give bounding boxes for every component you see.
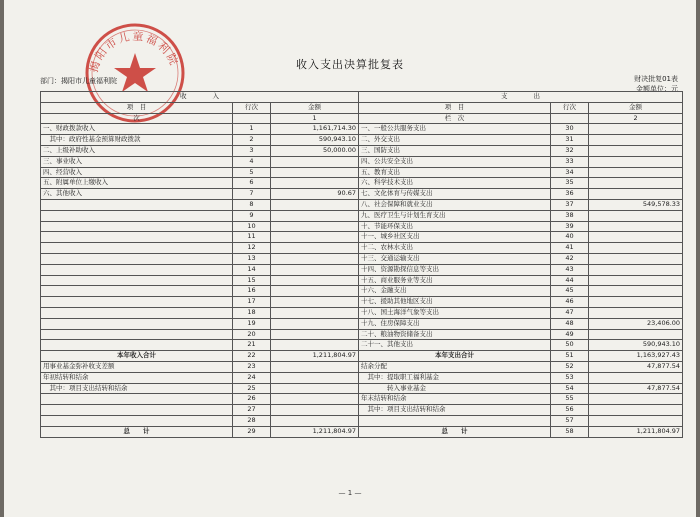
table-row bbox=[41, 189, 683, 200]
income-lineno-cell: 27 bbox=[233, 405, 271, 416]
outlay-item-cell: 十三、交通运输支出 bbox=[359, 253, 551, 264]
budget-table bbox=[40, 91, 683, 438]
income-item-cell bbox=[41, 210, 233, 221]
table-row bbox=[41, 156, 683, 167]
income-item-cell bbox=[41, 232, 233, 243]
outlay-amount-cell bbox=[589, 253, 683, 264]
income-lineno-cell: 3 bbox=[233, 145, 271, 156]
outlay-amount-cell bbox=[589, 307, 683, 318]
income-lineno-cell: 18 bbox=[233, 307, 271, 318]
outlay-lineno-cell: 43 bbox=[551, 264, 589, 275]
outlay-lineno-cell: 48 bbox=[551, 318, 589, 329]
page-title: 收入支出决算批复表 bbox=[296, 58, 404, 71]
income-amount-cell bbox=[271, 264, 359, 275]
income-item-cell bbox=[41, 243, 233, 254]
table-row bbox=[41, 167, 683, 178]
outlay-col-number: 2 bbox=[589, 113, 683, 124]
outlay-lineno-cell: 31 bbox=[551, 135, 589, 146]
income-lineno-cell: 22 bbox=[233, 351, 271, 362]
income-lineno-cell: 6 bbox=[233, 178, 271, 189]
income-amount-cell bbox=[271, 243, 359, 254]
income-lineno-cell: 20 bbox=[233, 329, 271, 340]
outlay-item-cell: 总 计 bbox=[359, 426, 551, 437]
outlay-item-cell: 四、公共安全支出 bbox=[359, 156, 551, 167]
outlay-amount-cell bbox=[589, 286, 683, 297]
outlay-amount-cell bbox=[589, 145, 683, 156]
outlay-item-cell: 十、节能环保支出 bbox=[359, 221, 551, 232]
outlay-item-cell: 七、文化体育与传媒支出 bbox=[359, 189, 551, 200]
income-lineno-cell: 11 bbox=[233, 232, 271, 243]
table-row bbox=[41, 275, 683, 286]
table-row bbox=[41, 426, 683, 437]
income-lineno-cell: 29 bbox=[233, 426, 271, 437]
income-amount-cell bbox=[271, 405, 359, 416]
income-item-cell: 五、附属单位上缴收入 bbox=[41, 178, 233, 189]
income-amount-cell bbox=[271, 329, 359, 340]
outlay-lineno-cell: 30 bbox=[551, 124, 589, 135]
income-amount-cell bbox=[271, 275, 359, 286]
table-row bbox=[41, 145, 683, 156]
outlay-lineno-cell: 50 bbox=[551, 340, 589, 351]
table-row bbox=[41, 405, 683, 416]
outlay-amount-cell bbox=[589, 372, 683, 383]
table-row bbox=[41, 297, 683, 308]
income-lineno-cell: 28 bbox=[233, 415, 271, 426]
outlay-item-cell: 九、医疗卫生与计划生育支出 bbox=[359, 210, 551, 221]
outlay-lineno-cell: 40 bbox=[551, 232, 589, 243]
income-item-cell: 一、财政拨款收入 bbox=[41, 124, 233, 135]
outlay-amount-cell: 1,211,804.97 bbox=[589, 426, 683, 437]
outlay-lineno-cell: 32 bbox=[551, 145, 589, 156]
income-amount-cell bbox=[271, 340, 359, 351]
outlay-lineno-cell: 46 bbox=[551, 297, 589, 308]
outlay-amount-cell bbox=[589, 394, 683, 405]
income-item-cell bbox=[41, 415, 233, 426]
outlay-amount-cell: 47,877.54 bbox=[589, 383, 683, 394]
outlay-item-cell: 一、一般公共服务支出 bbox=[359, 124, 551, 135]
income-item-cell bbox=[41, 405, 233, 416]
table-row bbox=[41, 383, 683, 394]
outlay-lineno-cell: 52 bbox=[551, 361, 589, 372]
income-lineno-cell: 16 bbox=[233, 286, 271, 297]
income-amount-cell bbox=[271, 178, 359, 189]
income-amount-cell bbox=[271, 210, 359, 221]
income-item-cell: 其中：项目支出结转和结余 bbox=[41, 383, 233, 394]
outlay-item-cell: 其中：提取职工福利基金 bbox=[359, 372, 551, 383]
table-row bbox=[41, 394, 683, 405]
table-row bbox=[41, 232, 683, 243]
income-item-cell bbox=[41, 199, 233, 210]
income-item-cell bbox=[41, 253, 233, 264]
income-lineno-cell: 5 bbox=[233, 167, 271, 178]
outlay-lineno-cell: 36 bbox=[551, 189, 589, 200]
income-item-cell bbox=[41, 286, 233, 297]
income-amount-cell: 50,000.00 bbox=[271, 145, 359, 156]
income-amount-cell: 1,161,714.30 bbox=[271, 124, 359, 135]
outlay-amount-cell: 23,406.00 bbox=[589, 318, 683, 329]
income-lineno-cell: 13 bbox=[233, 253, 271, 264]
income-item-cell bbox=[41, 221, 233, 232]
outlay-lineno-cell: 42 bbox=[551, 253, 589, 264]
outlay-lineno-cell: 53 bbox=[551, 372, 589, 383]
income-item-cell bbox=[41, 318, 233, 329]
outlay-amount-cell bbox=[589, 189, 683, 200]
outlay-item-cell: 年末结转和结余 bbox=[359, 394, 551, 405]
table-row bbox=[41, 178, 683, 189]
income-item-cell: 用事业基金弥补收支差额 bbox=[41, 361, 233, 372]
income-item-cell: 三、事业收入 bbox=[41, 156, 233, 167]
form-code: 财决批复01表 bbox=[634, 75, 678, 83]
income-amount-cell bbox=[271, 318, 359, 329]
outlay-lineno-cell: 45 bbox=[551, 286, 589, 297]
outlay-lineno-cell: 55 bbox=[551, 394, 589, 405]
outlay-amount-cell bbox=[589, 297, 683, 308]
outlay-lineno-cell: 54 bbox=[551, 383, 589, 394]
outlay-lineno-cell: 58 bbox=[551, 426, 589, 437]
table-row bbox=[41, 221, 683, 232]
outlay-amount-cell bbox=[589, 124, 683, 135]
income-lineno-cell: 2 bbox=[233, 135, 271, 146]
outlay-item-cell bbox=[359, 415, 551, 426]
outlay-amount-cell bbox=[589, 405, 683, 416]
outlay-amount-cell bbox=[589, 178, 683, 189]
income-item-cell bbox=[41, 340, 233, 351]
income-amount-cell bbox=[271, 383, 359, 394]
table-body bbox=[41, 124, 683, 437]
outlay-amount-cell: 1,163,927.43 bbox=[589, 351, 683, 362]
income-amount-cell bbox=[271, 372, 359, 383]
outlay-item-cell: 五、教育支出 bbox=[359, 167, 551, 178]
outlay-lineno-cell: 35 bbox=[551, 178, 589, 189]
outlay-lineno-cell: 56 bbox=[551, 405, 589, 416]
income-amount-cell bbox=[271, 286, 359, 297]
table-row bbox=[41, 253, 683, 264]
outlay-item-cell: 十八、国土海洋气象等支出 bbox=[359, 307, 551, 318]
outlay-item-cell: 二十一、其他支出 bbox=[359, 340, 551, 351]
income-amount-cell bbox=[271, 156, 359, 167]
table-row bbox=[41, 361, 683, 372]
table-row bbox=[41, 210, 683, 221]
outlay-item-cell: 十九、住房保障支出 bbox=[359, 318, 551, 329]
outlay-lineno-cell: 37 bbox=[551, 199, 589, 210]
income-item-cell: 六、其他收入 bbox=[41, 189, 233, 200]
income-amount-header: 金额 bbox=[271, 102, 359, 113]
outlay-lineno-cell: 44 bbox=[551, 275, 589, 286]
income-amount-cell bbox=[271, 415, 359, 426]
income-lineno-cell: 26 bbox=[233, 394, 271, 405]
income-item-cell bbox=[41, 394, 233, 405]
income-lineno-cell: 17 bbox=[233, 297, 271, 308]
income-amount-cell: 90.67 bbox=[271, 189, 359, 200]
outlay-lineno-cell: 33 bbox=[551, 156, 589, 167]
outlay-lineno-cell: 51 bbox=[551, 351, 589, 362]
income-item-cell bbox=[41, 307, 233, 318]
outlay-amount-cell bbox=[589, 167, 683, 178]
outlay-item-cell: 十四、资源勘探信息等支出 bbox=[359, 264, 551, 275]
income-item-cell bbox=[41, 329, 233, 340]
income-amount-cell bbox=[271, 232, 359, 243]
outlay-item-cell: 十七、援助其他地区支出 bbox=[359, 297, 551, 308]
income-lineno-cell: 21 bbox=[233, 340, 271, 351]
outlay-item-cell: 结余分配 bbox=[359, 361, 551, 372]
seal-text: 揭阳市儿童福利院 bbox=[87, 29, 182, 75]
income-amount-cell bbox=[271, 221, 359, 232]
outlay-item-cell: 十六、金融支出 bbox=[359, 286, 551, 297]
income-lineno-header: 行次 bbox=[233, 102, 271, 113]
outlay-item-cell: 二十、粮油物资储备支出 bbox=[359, 329, 551, 340]
income-amount-cell bbox=[271, 307, 359, 318]
outlay-amount-header: 金额 bbox=[589, 102, 683, 113]
outlay-lineno-cell: 57 bbox=[551, 415, 589, 426]
table-row bbox=[41, 307, 683, 318]
outlay-lineno-cell: 47 bbox=[551, 307, 589, 318]
department-label: 部门：揭阳市儿童福利院 bbox=[40, 77, 117, 85]
income-item-header: 项 目 bbox=[41, 102, 233, 113]
income-amount-cell bbox=[271, 394, 359, 405]
outlay-amount-cell bbox=[589, 156, 683, 167]
outlay-item-cell: 十五、商业服务业等支出 bbox=[359, 275, 551, 286]
outlay-amount-cell bbox=[589, 221, 683, 232]
outlay-item-cell: 本年支出合计 bbox=[359, 351, 551, 362]
outlay-lineno-cell: 38 bbox=[551, 210, 589, 221]
income-item-cell: 四、经营收入 bbox=[41, 167, 233, 178]
outlay-amount-cell: 590,943.10 bbox=[589, 340, 683, 351]
income-col-number: 1 bbox=[271, 113, 359, 124]
income-amount-cell: 1,211,804.97 bbox=[271, 351, 359, 362]
outlay-lineno-cell: 39 bbox=[551, 221, 589, 232]
income-lineno-cell: 7 bbox=[233, 189, 271, 200]
income-item-cell: 二、上级补助收入 bbox=[41, 145, 233, 156]
income-lineno-cell: 10 bbox=[233, 221, 271, 232]
income-item-cell: 年初结转和结余 bbox=[41, 372, 233, 383]
outlay-item-cell: 八、社会保障和就业支出 bbox=[359, 199, 551, 210]
outlay-amount-cell bbox=[589, 329, 683, 340]
income-heading: 收 入 bbox=[41, 92, 359, 103]
table-row bbox=[41, 199, 683, 210]
table-row bbox=[41, 329, 683, 340]
income-lineno-cell: 24 bbox=[233, 372, 271, 383]
table-row bbox=[41, 243, 683, 254]
income-amount-cell bbox=[271, 361, 359, 372]
table-row bbox=[41, 351, 683, 362]
income-item-cell bbox=[41, 297, 233, 308]
income-lineno-cell: 8 bbox=[233, 199, 271, 210]
income-item-cell bbox=[41, 275, 233, 286]
income-amount-cell bbox=[271, 199, 359, 210]
outlay-amount-cell bbox=[589, 275, 683, 286]
income-lineno-cell: 25 bbox=[233, 383, 271, 394]
income-amount-cell: 1,211,804.97 bbox=[271, 426, 359, 437]
outlay-lineno-header: 行次 bbox=[551, 102, 589, 113]
outlay-item-cell: 三、国防支出 bbox=[359, 145, 551, 156]
income-item-cell bbox=[41, 264, 233, 275]
outlay-amount-cell bbox=[589, 232, 683, 243]
outlay-amount-cell bbox=[589, 210, 683, 221]
outlay-amount-cell: 549,578.33 bbox=[589, 199, 683, 210]
income-lineno-cell: 1 bbox=[233, 124, 271, 135]
income-amount-cell: 590,943.10 bbox=[271, 135, 359, 146]
outlay-lineno-cell: 34 bbox=[551, 167, 589, 178]
income-item-cell: 总 计 bbox=[41, 426, 233, 437]
income-lineno-cell: 4 bbox=[233, 156, 271, 167]
table-row bbox=[41, 372, 683, 383]
income-lineno-cell: 19 bbox=[233, 318, 271, 329]
outlay-amount-cell bbox=[589, 243, 683, 254]
outlay-lineno-cell: 41 bbox=[551, 243, 589, 254]
income-lineno-cell: 14 bbox=[233, 264, 271, 275]
income-amount-cell bbox=[271, 297, 359, 308]
income-lineno-cell: 23 bbox=[233, 361, 271, 372]
income-lineno-cell: 12 bbox=[233, 243, 271, 254]
table-header bbox=[41, 92, 683, 124]
outlay-item-cell: 十二、农林水支出 bbox=[359, 243, 551, 254]
table-row bbox=[41, 286, 683, 297]
outlay-heading: 支 出 bbox=[359, 92, 683, 103]
outlay-col-label: 栏 次 bbox=[359, 113, 551, 124]
outlay-amount-cell bbox=[589, 264, 683, 275]
income-amount-cell bbox=[271, 253, 359, 264]
outlay-amount-cell: 47,877.54 bbox=[589, 361, 683, 372]
table-row bbox=[41, 264, 683, 275]
outlay-item-cell: 转入事业基金 bbox=[359, 383, 551, 394]
outlay-item-cell: 其中：项目支出结转和结余 bbox=[359, 405, 551, 416]
income-col-ci: 次 bbox=[41, 113, 233, 124]
outlay-item-cell: 二、外交支出 bbox=[359, 135, 551, 146]
income-lineno-cell: 9 bbox=[233, 210, 271, 221]
page-number: — 1 — bbox=[338, 489, 362, 497]
table-row bbox=[41, 340, 683, 351]
table-row bbox=[41, 135, 683, 146]
outlay-amount-cell bbox=[589, 135, 683, 146]
income-item-cell: 本年收入合计 bbox=[41, 351, 233, 362]
outlay-item-cell: 六、科学技术支出 bbox=[359, 178, 551, 189]
unit-label: 金额单位：元 bbox=[636, 85, 678, 93]
income-amount-cell bbox=[271, 167, 359, 178]
table-row bbox=[41, 318, 683, 329]
outlay-lineno-cell: 49 bbox=[551, 329, 589, 340]
income-item-cell: 其中：政府性基金预算财政拨款 bbox=[41, 135, 233, 146]
outlay-item-cell: 十一、城乡社区支出 bbox=[359, 232, 551, 243]
table-row bbox=[41, 415, 683, 426]
table-row bbox=[41, 124, 683, 135]
income-lineno-cell: 15 bbox=[233, 275, 271, 286]
outlay-amount-cell bbox=[589, 415, 683, 426]
outlay-item-header: 项 目 bbox=[359, 102, 551, 113]
